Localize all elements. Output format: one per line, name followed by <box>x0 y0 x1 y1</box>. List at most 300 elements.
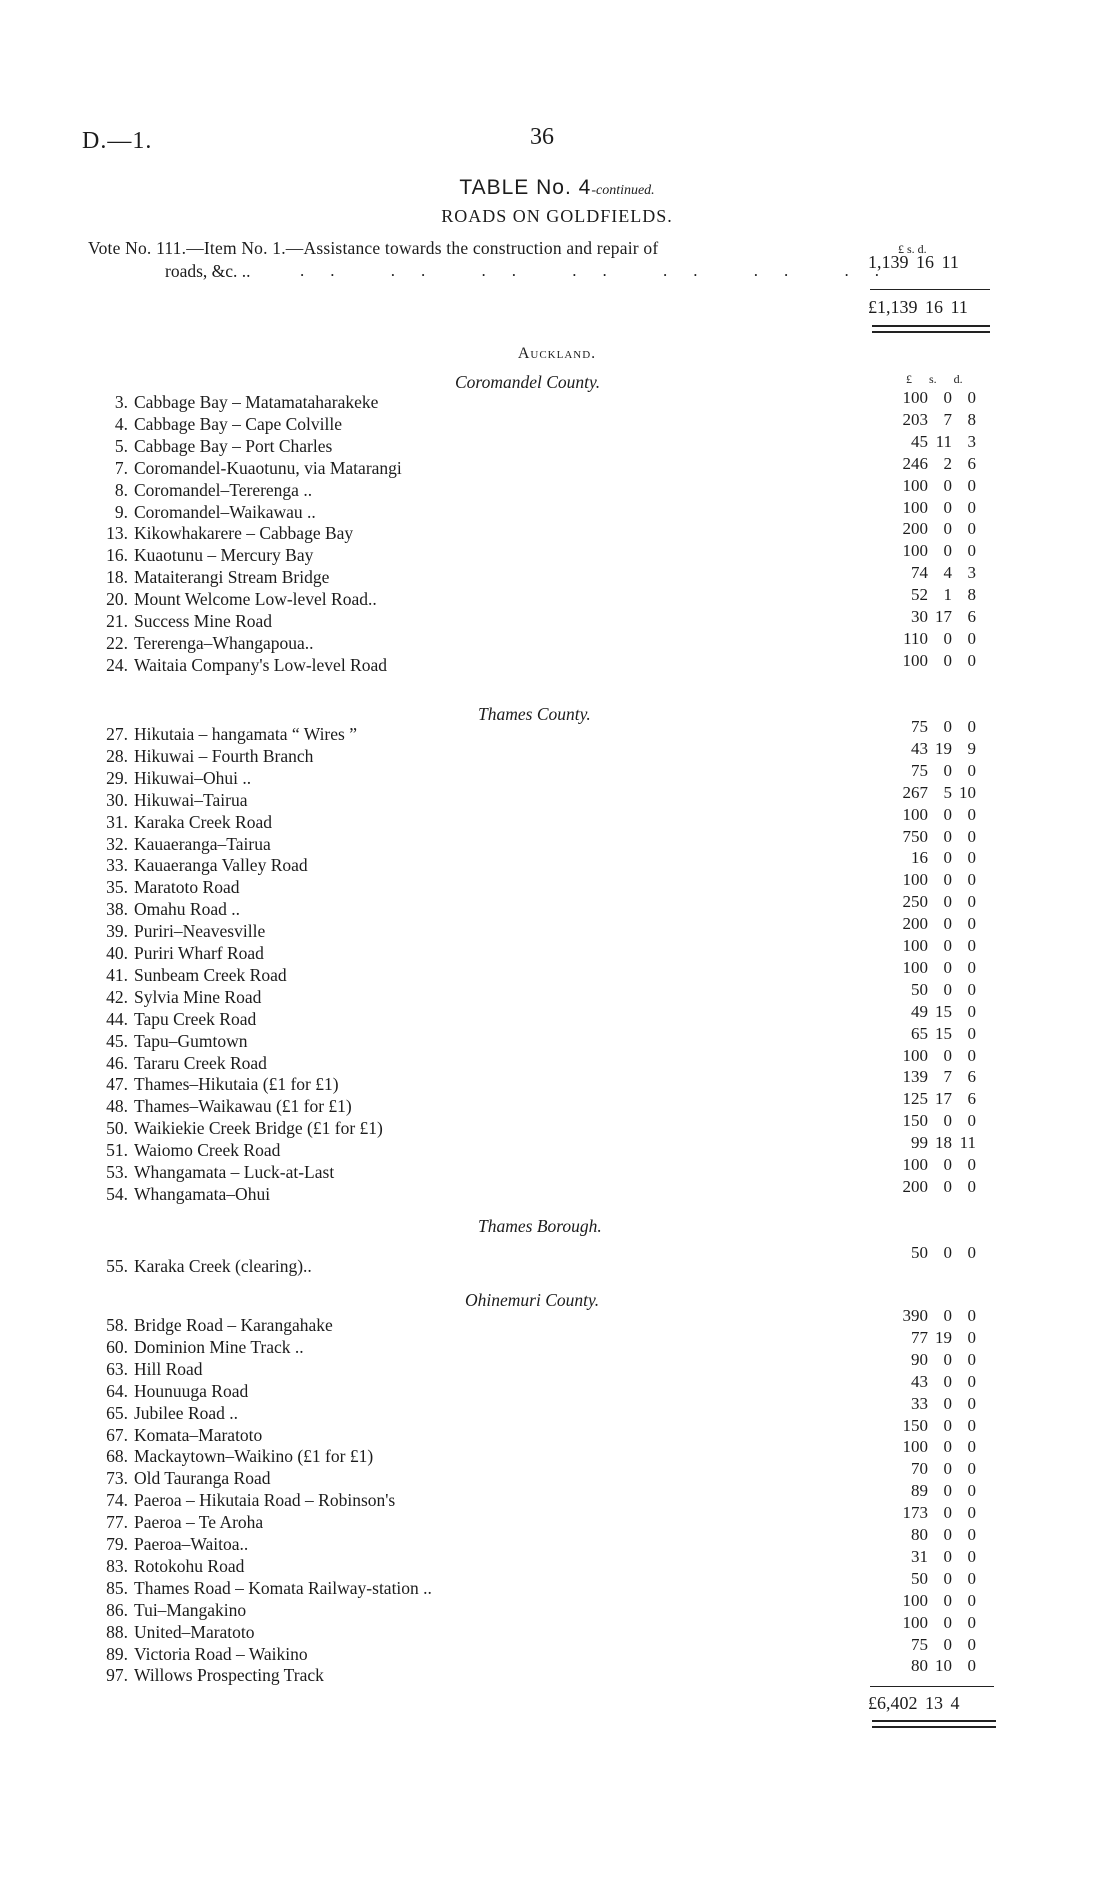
amount-pounds: 50 <box>911 1243 928 1262</box>
amount <box>888 783 976 803</box>
amount-pence: 0 <box>967 1437 976 1457</box>
amount <box>888 1591 976 1611</box>
amount <box>888 541 976 561</box>
amount-pounds: 200 <box>902 1176 928 1196</box>
amount <box>888 1350 976 1370</box>
row-number: 31. <box>106 811 128 832</box>
row-number: 29. <box>106 767 128 788</box>
amount-shillings: 0 <box>943 804 952 824</box>
road-name: Whangamata – Luck-at-Last <box>134 1162 335 1182</box>
road-name: Thames Road – Komata Railway-station .. <box>134 1577 432 1598</box>
amount-pounds: 99 <box>911 1133 928 1153</box>
amount-shillings: 0 <box>943 1590 952 1610</box>
county-heading: Ohinemuri County. <box>465 1290 600 1310</box>
amount-pence: 0 <box>967 388 976 407</box>
row-number: 27. <box>106 724 128 744</box>
amount <box>888 717 976 737</box>
amount <box>888 1656 976 1676</box>
amount <box>888 1002 976 1022</box>
amount <box>888 805 976 825</box>
road-name: Mackaytown–Waikino (£1 for £1) <box>134 1446 374 1467</box>
lsd-column-head: £ s. d. <box>906 372 963 386</box>
amount-pounds: 100 <box>902 1437 928 1457</box>
row-number: 54. <box>106 1183 128 1204</box>
road-name: Puriri Wharf Road <box>134 943 264 963</box>
amount-pence: 0 <box>967 1111 976 1131</box>
amount-pounds: 89 <box>911 1481 928 1501</box>
amount <box>888 1613 976 1633</box>
amount-pence: 0 <box>967 541 976 561</box>
road-name: Hikuwai – Fourth Branch <box>134 745 314 766</box>
amount-pounds: 100 <box>902 870 928 890</box>
county-heading: Thames County. <box>478 704 591 724</box>
amount-shillings: 0 <box>943 475 952 495</box>
road-name: Sunbeam Creek Road <box>134 964 287 985</box>
amount-pence: 0 <box>967 826 976 846</box>
amount <box>888 1306 976 1326</box>
road-name: Rotokohu Road <box>134 1555 245 1576</box>
row-number: 28. <box>106 745 128 766</box>
amount-pence: 6 <box>967 607 976 626</box>
amount-pence: 0 <box>967 1023 976 1043</box>
road-name: Omahu Road .. <box>134 899 240 920</box>
vote-leader-dots: .. .. .. .. .. .. .. <box>300 261 905 280</box>
amount-pounds: 65 <box>911 1023 928 1043</box>
amount-pounds: 33 <box>911 1393 928 1413</box>
amount-pence: 0 <box>967 497 976 517</box>
row-number: 60. <box>106 1336 128 1357</box>
amount-pence: 0 <box>967 1503 976 1523</box>
amount-shillings: 0 <box>943 1481 952 1501</box>
row-number: 41. <box>106 964 128 985</box>
amount-pounds: 100 <box>902 957 928 977</box>
amount-shillings: 0 <box>943 1045 952 1065</box>
row-number: 86. <box>106 1599 128 1620</box>
county-heading: Thames Borough. <box>478 1216 602 1236</box>
amount-pounds: 100 <box>902 497 928 517</box>
row-number: 18. <box>106 567 128 588</box>
road-name: Komata–Maratoto <box>134 1424 263 1445</box>
amount-pounds: 90 <box>911 1349 928 1369</box>
amount-pounds: 100 <box>902 475 928 495</box>
row-number: 8. <box>114 479 128 500</box>
vote-line-1: Vote No. 111.—Item No. 1.—Assistance towards the construction and repair of <box>88 238 659 258</box>
amount-shillings: 19 <box>935 738 952 758</box>
amount-pounds: 110 <box>903 628 928 648</box>
row-number: 30. <box>106 789 128 810</box>
row-number: 42. <box>106 986 128 1007</box>
amount-pounds: 75 <box>911 760 928 780</box>
vote-total: £1,139 16 11 <box>868 297 968 317</box>
road-name: Willows Prospecting Track <box>134 1665 324 1686</box>
grand-total-rule <box>870 1686 994 1687</box>
amount-pence: 0 <box>967 1634 976 1654</box>
amount <box>888 1394 976 1414</box>
vote-amount: 1,139 16 11 <box>868 252 959 272</box>
amount-shillings: 0 <box>943 1415 952 1435</box>
amount-pounds: 100 <box>902 1045 928 1065</box>
amount-pounds: 173 <box>902 1503 928 1523</box>
table-subtitle: ROADS ON GOLDFIELDS. <box>441 206 673 226</box>
row-number: 38. <box>106 899 128 920</box>
county-heading: Coromandel County. <box>455 372 601 392</box>
amount-shillings: 5 <box>943 782 952 802</box>
amount <box>888 629 976 649</box>
amount-shillings: 17 <box>935 1089 952 1109</box>
amount <box>888 1067 976 1087</box>
amount-pence: 8 <box>967 585 976 605</box>
amount-pence: 0 <box>967 892 976 912</box>
amount-pounds: 50 <box>911 979 928 999</box>
amount-pence: 0 <box>967 979 976 999</box>
row-number: 53. <box>106 1162 128 1182</box>
amount <box>888 1459 976 1479</box>
road-name: Success Mine Road <box>134 611 273 631</box>
road-name: Coromandel-Kuaotunu, via Matarangi <box>134 457 402 478</box>
amount-pence: 0 <box>967 957 976 977</box>
amount-pounds: 203 <box>902 409 928 429</box>
road-name: Dominion Mine Track .. <box>134 1336 304 1357</box>
amount-pence: 0 <box>967 717 976 736</box>
amount-pounds: 80 <box>911 1525 928 1544</box>
grand-total-double-rule <box>872 1720 996 1722</box>
row-number: 68. <box>106 1446 128 1467</box>
amount-pounds: 70 <box>911 1459 928 1479</box>
row-number: 88. <box>106 1621 128 1642</box>
road-name: Hikuwai–Ohui .. <box>134 767 252 788</box>
row-number: 22. <box>106 632 128 653</box>
amount-pence: 0 <box>967 1045 976 1065</box>
amount-pounds: 200 <box>902 914 928 934</box>
amount <box>888 1046 976 1066</box>
amount-pence: 0 <box>967 1481 976 1501</box>
amount <box>888 1111 976 1131</box>
row-number: 67. <box>106 1424 128 1445</box>
row-number: 39. <box>106 921 128 942</box>
row-number: 9. <box>114 501 128 522</box>
amount-pence: 6 <box>967 1067 976 1087</box>
amount <box>888 432 976 452</box>
row-number: 4. <box>114 413 128 434</box>
amount-shillings: 0 <box>943 1243 952 1262</box>
row-number: 47. <box>106 1074 128 1095</box>
amount <box>888 651 976 671</box>
amount-shillings: 0 <box>943 892 952 912</box>
amount-shillings: 0 <box>943 388 952 407</box>
row-number: 85. <box>106 1577 128 1598</box>
road-name: Tererenga–Whangapoua.. <box>134 632 314 653</box>
amount-pounds: 77 <box>911 1327 928 1347</box>
vote-double-rule <box>872 325 990 327</box>
row-number: 35. <box>106 877 128 898</box>
amount-pence: 0 <box>967 870 976 890</box>
amount-pounds: 80 <box>911 1656 928 1676</box>
amount <box>888 1243 976 1263</box>
row-number: 74. <box>106 1490 128 1511</box>
amount-shillings: 0 <box>943 1393 952 1413</box>
amount <box>888 1177 976 1197</box>
amount <box>888 739 976 759</box>
amount-pounds: 100 <box>902 1590 928 1610</box>
row-number: 97. <box>106 1665 128 1686</box>
amount-pence: 0 <box>967 519 976 539</box>
amount-pounds: 150 <box>902 1415 928 1435</box>
road-name: Hikuwai–Tairua <box>134 789 248 810</box>
amount <box>888 914 976 934</box>
vote-double-rule <box>872 331 990 333</box>
amount-pence: 0 <box>967 1546 976 1566</box>
road-name: Sylvia Mine Road <box>134 986 262 1007</box>
road-name: Jubilee Road .. <box>134 1402 239 1423</box>
row-number: 16. <box>106 545 128 566</box>
amount-shillings: 0 <box>943 1634 952 1654</box>
amount-pence: 0 <box>967 1176 976 1196</box>
amount-shillings: 0 <box>943 848 952 868</box>
amount-shillings: 0 <box>943 760 952 780</box>
amount-shillings: 0 <box>943 1306 952 1325</box>
amount-shillings: 0 <box>943 1176 952 1196</box>
amount-shillings: 18 <box>935 1133 952 1153</box>
amount-pence: 0 <box>967 1349 976 1369</box>
amount-shillings: 0 <box>943 1459 952 1479</box>
road-name: Coromandel–Waikawau .. <box>134 501 316 522</box>
row-number: 20. <box>106 589 128 610</box>
amount-shillings: 2 <box>943 453 952 473</box>
amount-pounds: 390 <box>902 1306 928 1325</box>
amount-pence: 0 <box>967 848 976 868</box>
amount <box>888 848 976 868</box>
amount-pence: 6 <box>967 1089 976 1109</box>
amount <box>888 498 976 518</box>
amount <box>888 1372 976 1392</box>
road-name: Whangamata–Ohui <box>134 1183 271 1204</box>
row-number: 24. <box>106 654 128 675</box>
road-name: Mataiterangi Stream Bridge <box>134 567 330 588</box>
amount-pence: 0 <box>967 1155 976 1174</box>
road-name: Paeroa–Waitoa.. <box>134 1534 249 1554</box>
amount-pounds: 100 <box>902 650 928 670</box>
page-code: D.—1. <box>82 128 153 154</box>
road-name: Karaka Creek (clearing).. <box>134 1256 312 1276</box>
amount-pence: 0 <box>967 804 976 824</box>
amount-pounds: 125 <box>902 1089 928 1109</box>
road-name: Cabbage Bay – Port Charles <box>134 435 333 456</box>
amount-pounds: 246 <box>902 453 928 473</box>
amount-pounds: 30 <box>911 607 928 626</box>
amount-pounds: 100 <box>902 804 928 824</box>
amount-shillings: 0 <box>943 1155 952 1174</box>
amount-shillings: 0 <box>943 519 952 539</box>
amount-shillings: 0 <box>943 650 952 670</box>
region-heading: Auckland. <box>517 345 597 362</box>
amount-shillings: 0 <box>943 1568 952 1588</box>
road-name: Old Tauranga Road <box>134 1468 271 1489</box>
amount-pounds: 100 <box>902 936 928 955</box>
amount <box>888 607 976 627</box>
amount-pence: 10 <box>959 782 976 802</box>
amount-pence: 0 <box>967 1612 976 1632</box>
row-number: 63. <box>106 1358 128 1379</box>
road-name: Karaka Creek Road <box>134 811 272 832</box>
amount-pence: 0 <box>967 1459 976 1479</box>
amount-pounds: 16 <box>911 848 928 868</box>
amount-pence: 0 <box>967 628 976 648</box>
road-name: Kuaotunu – Mercury Bay <box>134 545 314 566</box>
road-name: Thames–Hikutaia (£1 for £1) <box>134 1074 339 1095</box>
amount-pence: 0 <box>967 1525 976 1544</box>
road-name: Tui–Mangakino <box>134 1599 247 1620</box>
road-name: Tapu Creek Road <box>134 1008 257 1029</box>
amount <box>888 980 976 1000</box>
amount <box>888 410 976 430</box>
page-number: 36 <box>530 124 554 150</box>
amount-pounds: 139 <box>902 1067 928 1087</box>
amount-pounds: 75 <box>911 1634 928 1654</box>
vote-column-head: £ s. d. <box>898 242 927 256</box>
amount-shillings: 0 <box>943 979 952 999</box>
amount-shillings: 0 <box>943 1503 952 1523</box>
row-number: 77. <box>106 1512 128 1533</box>
amount <box>888 1437 976 1457</box>
amount-pounds: 100 <box>902 541 928 561</box>
road-name: Coromandel–Tererenga .. <box>134 479 313 500</box>
amount-pounds: 74 <box>911 563 928 583</box>
amount-pence: 11 <box>959 1133 976 1153</box>
row-number: 32. <box>106 833 128 854</box>
amount-pounds: 267 <box>902 782 928 802</box>
amount-shillings: 11 <box>935 431 952 451</box>
amount <box>888 827 976 847</box>
amount <box>888 1089 976 1109</box>
row-number: 40. <box>106 943 128 963</box>
amount <box>888 1155 976 1175</box>
vote-rule <box>870 289 990 290</box>
amount-shillings: 0 <box>943 1546 952 1566</box>
road-name: Cabbage Bay – Matamataharakeke <box>134 392 379 412</box>
amount <box>888 1635 976 1655</box>
road-name: Hill Road <box>134 1358 203 1379</box>
row-number: 79. <box>106 1534 128 1554</box>
amount-shillings: 10 <box>935 1656 952 1676</box>
table-title-text: TABLE No. 4 <box>459 176 592 199</box>
amount-shillings: 4 <box>943 563 952 583</box>
amount-shillings: 0 <box>943 1612 952 1632</box>
amount-shillings: 15 <box>935 1001 952 1021</box>
amount-shillings: 1 <box>943 585 952 605</box>
amount-shillings: 0 <box>943 1111 952 1131</box>
row-number: 3. <box>114 392 128 412</box>
row-number: 5. <box>114 435 128 456</box>
road-name: Paeroa – Te Aroha <box>134 1512 264 1533</box>
amount-pounds: 43 <box>911 1371 928 1391</box>
amount-pence: 0 <box>967 1393 976 1413</box>
amount-pounds: 45 <box>911 431 928 451</box>
amount-pence: 0 <box>967 914 976 934</box>
amount-pence: 0 <box>967 936 976 955</box>
row-number: 89. <box>106 1643 128 1664</box>
amount <box>888 1525 976 1545</box>
amount <box>888 519 976 539</box>
amount-pence: 3 <box>967 563 976 583</box>
road-name: Maratoto Road <box>134 877 240 898</box>
row-number: 46. <box>106 1052 128 1073</box>
row-number: 73. <box>106 1468 128 1489</box>
row-number: 55. <box>106 1256 128 1276</box>
amount-pence: 0 <box>967 1590 976 1610</box>
row-number: 83. <box>106 1555 128 1576</box>
amount-pounds: 75 <box>911 717 928 736</box>
amount-pence: 9 <box>967 738 976 758</box>
amount <box>888 1503 976 1523</box>
road-name: Paeroa – Hikutaia Road – Robinson's <box>134 1490 396 1511</box>
row-number: 50. <box>106 1118 128 1139</box>
amount-pence: 8 <box>967 409 976 429</box>
amount-shillings: 0 <box>943 826 952 846</box>
amount-pounds: 31 <box>911 1546 928 1566</box>
road-name: Hounuuga Road <box>134 1380 249 1401</box>
amount-pence: 0 <box>967 1415 976 1435</box>
amount-pence: 0 <box>967 650 976 670</box>
amount-pence: 0 <box>967 475 976 495</box>
amount <box>888 761 976 781</box>
road-name: Waitaia Company's Low-level Road <box>134 654 387 675</box>
amount-pence: 0 <box>967 1371 976 1391</box>
row-number: 45. <box>106 1030 128 1051</box>
amount <box>888 454 976 474</box>
amount-pounds: 250 <box>902 892 928 912</box>
amount-pounds: 52 <box>911 585 928 605</box>
amount-pounds: 50 <box>911 1568 928 1588</box>
amount <box>888 1547 976 1567</box>
row-number: 48. <box>106 1096 128 1117</box>
amount-pence: 0 <box>967 1001 976 1021</box>
road-name: Waikiekie Creek Bridge (£1 for £1) <box>134 1118 383 1139</box>
amount-pence: 0 <box>967 1306 976 1325</box>
amount <box>888 1024 976 1044</box>
amount <box>888 563 976 583</box>
amount-pence: 0 <box>967 760 976 780</box>
table-title <box>0 176 1114 200</box>
amount-shillings: 7 <box>943 409 952 429</box>
road-name: Thames–Waikawau (£1 for £1) <box>134 1096 352 1117</box>
amount-shillings: 0 <box>943 1371 952 1391</box>
amount-pence: 6 <box>967 453 976 473</box>
road-name: United–Maratoto <box>134 1621 255 1642</box>
amount <box>888 388 976 408</box>
row-number: 21. <box>106 611 128 631</box>
row-number: 33. <box>106 855 128 876</box>
road-name: Tararu Creek Road <box>134 1052 267 1073</box>
row-number: 58. <box>106 1315 128 1335</box>
amount <box>888 1328 976 1348</box>
amount-pence: 0 <box>967 1243 976 1262</box>
amount-pounds: 49 <box>911 1001 928 1021</box>
road-name: Victoria Road – Waikino <box>134 1643 308 1664</box>
amount-pounds: 150 <box>902 1111 928 1131</box>
amount-pence: 0 <box>967 1656 976 1676</box>
amount-shillings: 0 <box>943 914 952 934</box>
amount <box>888 1416 976 1436</box>
row-number: 64. <box>106 1380 128 1401</box>
amount-pence: 0 <box>967 1327 976 1347</box>
amount-shillings: 0 <box>943 497 952 517</box>
amount-pounds: 100 <box>902 388 928 407</box>
amount-pence: 3 <box>967 431 976 451</box>
road-name: Mount Welcome Low-level Road.. <box>134 589 377 610</box>
amount <box>888 1481 976 1501</box>
amount-shillings: 0 <box>943 1525 952 1544</box>
road-name: Cabbage Bay – Cape Colville <box>134 413 343 434</box>
